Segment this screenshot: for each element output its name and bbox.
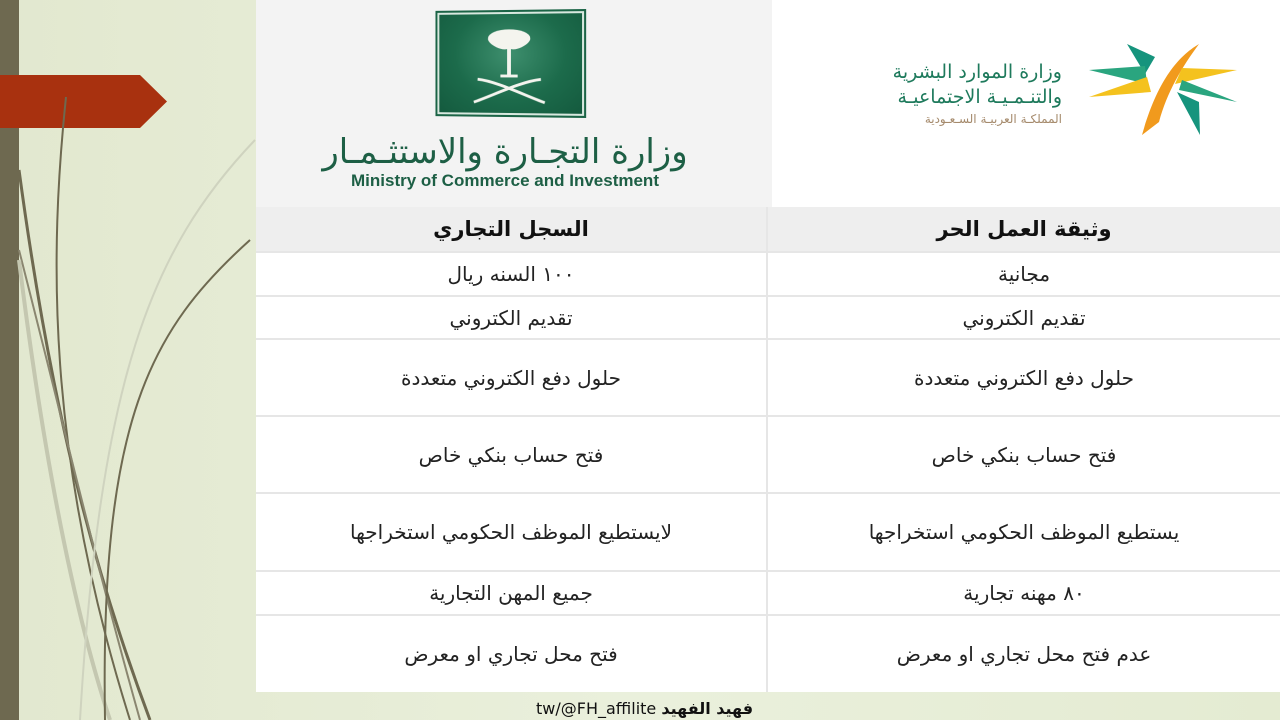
- table-cell: فتح محل تجاري او معرض: [256, 616, 768, 692]
- table-cell: مجانية: [997, 262, 1051, 286]
- hr-ministry-star-icon: [1087, 42, 1239, 137]
- table-cell: ٨٠ مهنه تجارية: [963, 581, 1085, 605]
- table-cell: ١٠٠ السنه ريال: [256, 253, 768, 295]
- table-row: [256, 253, 1280, 297]
- commerce-ministry-english-name: Ministry of Commerce and Investment: [351, 171, 659, 190]
- table-cell: حلول دفع الكتروني متعددة: [256, 340, 768, 415]
- table-row: [256, 340, 1280, 417]
- table-cell: يستطيع الموظف الحكومي استخراجها: [868, 520, 1180, 544]
- hr-ministry-line2: والتنـمـيـة الاجتماعيـة: [897, 86, 1062, 108]
- table-cell: تقديم الكتروني: [256, 297, 768, 338]
- table-cell: لايستطيع الموظف الحكومي استخراجها: [256, 494, 768, 570]
- header-freelance-document: وثيقة العمل الحر: [936, 217, 1112, 241]
- comparison-table: [256, 207, 1280, 692]
- table-cell: تقديم الكتروني: [962, 305, 1086, 330]
- table-cell: فتح حساب بنكي خاص: [256, 417, 768, 492]
- hr-ministry-line1: وزارة الموارد البشرية: [892, 61, 1062, 83]
- table-row: [256, 572, 1280, 616]
- commerce-ministry-arabic-name: وزارة التجـارة والاستثـمـار: [322, 132, 688, 172]
- twitter-handle: tw/@FH_affilite: [536, 699, 657, 718]
- table-row: [256, 616, 1280, 692]
- table-cell: جميع المهن التجارية: [256, 572, 768, 614]
- author-name: فهيد الفهيد: [661, 699, 754, 718]
- saudi-emblem-icon: [437, 11, 584, 116]
- table-row: [256, 494, 1280, 572]
- footer-credit: [536, 699, 753, 718]
- table-cell: فتح حساب بنكي خاص: [931, 442, 1117, 467]
- table-cell: عدم فتح محل تجاري او معرض: [896, 642, 1152, 666]
- hr-ministry-country: المملكـة العربيـة السـعـودية: [924, 112, 1062, 126]
- hr-ministry-name: [840, 60, 1062, 128]
- table-header-row: [256, 207, 1280, 253]
- table-row: [256, 417, 1280, 494]
- table-cell: حلول دفع الكتروني متعددة: [914, 365, 1134, 390]
- header-commercial-register: السجل التجاري: [256, 207, 768, 251]
- table-row: [256, 297, 1280, 340]
- swoosh-lines-decoration: [0, 0, 260, 720]
